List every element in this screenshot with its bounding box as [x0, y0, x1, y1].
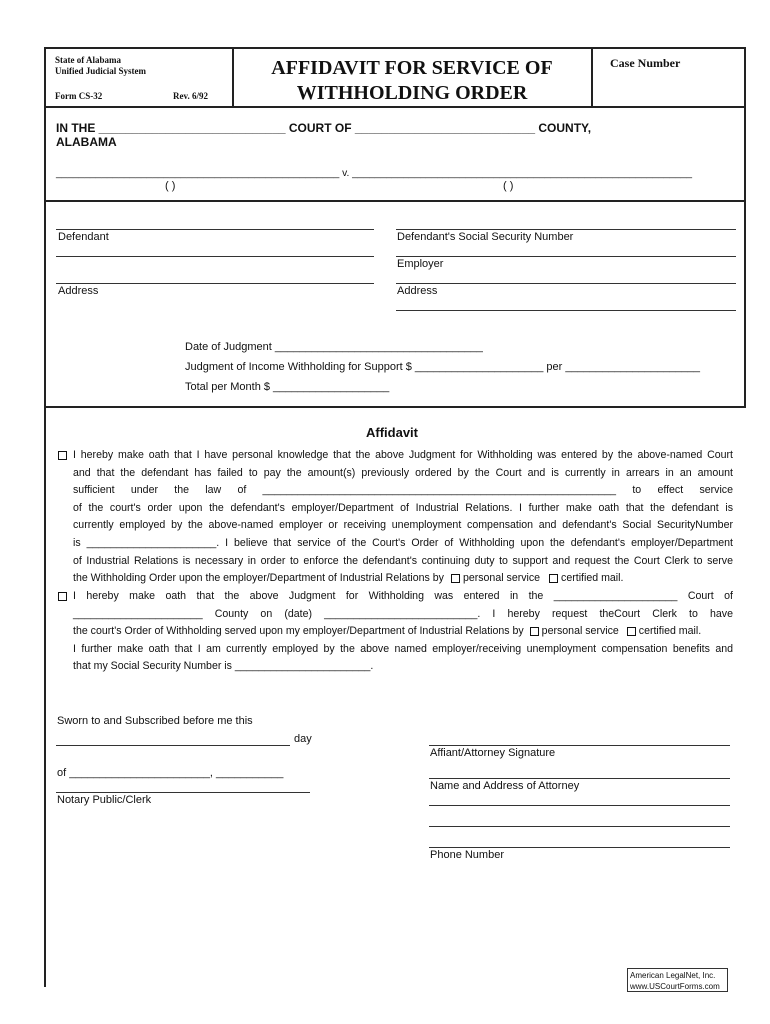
sworn-label: Sworn to and Subscribed before me this	[57, 715, 253, 727]
publisher-box	[627, 968, 728, 992]
address-left-label: Address	[58, 285, 99, 297]
ssn-label: Defendant's Social Security Number	[397, 231, 574, 243]
publisher-url: www.USCourtForms.com	[630, 982, 720, 991]
p2-line: the court's Order of Withholding served upon my employer/Department of Industrial Relations by	[73, 625, 524, 638]
attorney-address-line-1	[429, 805, 730, 806]
publisher-name: American LegalNet, Inc.	[630, 971, 716, 980]
p1-line: currently employed by the above-named employer or receiving unemployment compensation and defendant's Social SecurityNumber	[73, 519, 733, 532]
date-of-judgment: Date of Judgment __________________________________	[185, 341, 483, 353]
personal-service-label: personal service	[541, 625, 619, 638]
certified-mail-label: certified mail.	[561, 572, 624, 585]
p1-line: sufficient under the law of ____________________________________________________________ to effect service	[73, 484, 733, 497]
header-bottom-rule	[44, 106, 746, 108]
revision-label: Rev. 6/92	[173, 91, 208, 101]
certified-mail-label: certified mail.	[638, 625, 702, 638]
p1-line: and that the defendant has failed to pay the amount(s) previously ordered by the Court and is currently in arrears in an amount	[73, 466, 733, 479]
plaintiff-paren: ( )	[165, 180, 176, 192]
defendant-line	[56, 229, 374, 230]
p2-line: I hereby make oath that the above Judgment for Withholding was entered in the _____________________ Court of	[73, 590, 733, 602]
versus-line: __________________________________________________ v. ____________________________________________________________	[56, 168, 693, 179]
frame-left	[44, 47, 46, 987]
address-right-line	[396, 283, 736, 284]
p2-line: I further make oath that I am currently employed by the above named employer/receiving unemployment compensation benefits and	[73, 642, 733, 655]
defendant-paren: ( )	[503, 180, 514, 192]
p1-line: of Industrial Relations is necessary in order to enforce the defendant's continuing duty to support and request the Court Clerk to serve	[73, 554, 733, 567]
court-state: ALABAMA	[56, 135, 117, 149]
day-label: day	[294, 733, 312, 745]
form-title-line2: WITHHOLDING ORDER	[296, 82, 528, 104]
defendant-line-2	[56, 256, 374, 257]
p1-line: is ______________________. I believe that service of the Court's Order of Withholding upon the defendant's employer/Department	[73, 536, 733, 549]
frame-right	[744, 47, 746, 407]
address-right-line-2	[396, 310, 736, 311]
case-number-label: Case Number	[610, 56, 681, 70]
employer-line	[396, 256, 736, 257]
p2-line: ______________________ County on (date) __________________________. I hereby request theCourt Clerk to have	[73, 607, 733, 620]
court-section-rule	[44, 200, 746, 202]
option-1-checkbox[interactable]	[58, 451, 67, 460]
form-number: Form CS-32	[55, 91, 103, 101]
affiant-signature-line	[429, 745, 730, 746]
phone-line	[429, 847, 730, 848]
personal-service-checkbox-1[interactable]	[451, 574, 460, 583]
certified-mail-checkbox-2[interactable]	[627, 627, 636, 636]
address-left-line	[56, 283, 374, 284]
affidavit-paragraph-2	[73, 588, 733, 676]
p1-line: I hereby make oath that I have personal knowledge that the above Judgment for Withholding was entered by the above-named Court	[73, 449, 733, 461]
attorney-label: Name and Address of Attorney	[430, 780, 580, 792]
system-label: Unified Judicial System	[55, 66, 147, 76]
attorney-address-line-2	[429, 826, 730, 827]
frame-top	[44, 47, 746, 49]
state-label: State of Alabama	[55, 55, 121, 65]
notary-label: Notary Public/Clerk	[57, 794, 152, 806]
affiant-label: Affiant/Attorney Signature	[430, 747, 556, 759]
judgment-withholding: Judgment of Income Withholding for Support $ _____________________ per ______________________	[185, 361, 700, 373]
p2-line: that my Social Security Number is _______________________.	[73, 660, 374, 673]
affidavit-heading: Affidavit	[366, 425, 418, 440]
personal-service-label: personal service	[462, 572, 541, 585]
employer-label: Employer	[397, 258, 444, 270]
option-2-checkbox[interactable]	[58, 592, 67, 601]
personal-service-checkbox-2[interactable]	[530, 627, 539, 636]
ssn-line	[396, 229, 736, 230]
p1-last-line: the Withholding Order upon the employer/Department of Industrial Relations by	[73, 572, 444, 585]
phone-label: Phone Number	[430, 849, 504, 861]
total-per-month: Total per Month $ ___________________	[185, 381, 390, 393]
p1-line: of the court's order upon the defendant's employer/Department of Industrial Relations. I further make oath that the defendant is	[73, 501, 733, 514]
defendant-label: Defendant	[58, 231, 109, 243]
address-right-label: Address	[397, 285, 438, 297]
affidavit-paragraph-1	[73, 447, 733, 588]
sworn-day-line	[56, 745, 290, 746]
certified-mail-checkbox-1[interactable]	[549, 574, 558, 583]
court-line: IN THE ____________________________ COURT OF ___________________________ COUNTY,	[56, 121, 592, 135]
attorney-line	[429, 778, 730, 779]
form-title-line1: AFFIDAVIT FOR SERVICE OF	[271, 57, 553, 79]
notary-line	[56, 792, 310, 793]
of-line: of _______________________, ___________	[57, 767, 284, 779]
judgment-section-rule	[44, 406, 746, 408]
